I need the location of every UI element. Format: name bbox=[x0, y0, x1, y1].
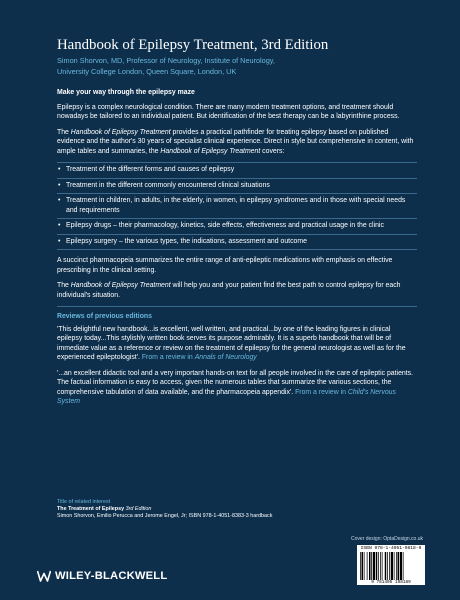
list-item bbox=[57, 235, 417, 251]
p2-mid: provides a practical pathfinder for treating epilepsy based on published evidence and the author's 30 years of specialist clinical experience. Direct in style but comprehensive in content, with ample tables and summaries, the bbox=[57, 128, 414, 155]
review-1-source-pre: From a review in bbox=[139, 354, 195, 361]
p2-title-1: Handbook of Epilepsy Treatment bbox=[70, 128, 171, 136]
p4-title: Handbook of Epilepsy Treatment bbox=[70, 282, 171, 289]
barcode-bar bbox=[387, 552, 388, 580]
review-2 bbox=[57, 369, 417, 407]
blurb-lead: Make your way through the epilepsy maze bbox=[57, 89, 195, 96]
barcode-bar bbox=[403, 552, 404, 580]
barcode-bar bbox=[382, 552, 383, 580]
bullet-icon: • bbox=[58, 166, 61, 173]
barcode-bar bbox=[371, 552, 372, 580]
barcode-bar bbox=[367, 552, 368, 580]
barcode-bar bbox=[376, 552, 378, 580]
review-1-journal: Annals of Neurology bbox=[194, 354, 257, 361]
barcode-bar bbox=[373, 552, 375, 580]
bullet-icon: • bbox=[58, 197, 61, 204]
blurb-paragraph-3: A succinct pharmacopeia summarizes the entire range of anti-epileptic medications with emphasis on effective prescribing in the clinical setting. bbox=[57, 257, 393, 274]
author-line-1: Simon Shorvon, MD, Professor of Neurology, Institute of Neurology, bbox=[57, 56, 275, 65]
barcode-bar bbox=[364, 552, 365, 580]
related-title-block bbox=[57, 499, 437, 521]
ean-text: 9 781405 198189 bbox=[371, 580, 411, 585]
wiley-w-icon bbox=[37, 570, 51, 582]
barcode-bar bbox=[385, 552, 387, 580]
barcode bbox=[357, 545, 425, 585]
list-item-text: Treatment in children, in adults, in the elderly, in women, in epilepsy syndromes and in those with special needs and requirements bbox=[66, 197, 406, 214]
list-item-text: Treatment in the different commonly encountered clinical situations bbox=[66, 181, 270, 189]
blurb-paragraph-2 bbox=[57, 128, 417, 157]
cover-design-credit: Cover design: OptaDesign.co.uk bbox=[351, 536, 423, 542]
review-1-text: 'This delightful new handbook...is excellent, well written, and practical...by one of the leading figures in clinical epilepsy today...This stylishly written book serves its purpose admirably. It is a superb handbook that will be of immediate value as a reference or review on the treatment of epilepsy for the general neurologist as well as for the experienced epileptologist'. bbox=[57, 325, 406, 361]
barcode-bar bbox=[360, 552, 361, 580]
review-2-journal: Child's Nervous System bbox=[57, 388, 396, 405]
reviews-heading: Reviews of previous editions bbox=[57, 306, 417, 322]
publisher-name: WILEY-BLACKWELL bbox=[55, 570, 168, 582]
barcode-bar bbox=[398, 552, 400, 580]
bullet-icon: • bbox=[58, 181, 61, 189]
review-1 bbox=[57, 325, 417, 363]
blurb-paragraph-1: Epilepsy is a complex neurological condition. There are many modern treatment options, and treatment should nowadays be tailored to an individual patient. But identification of the best therapy can be a labyrinthine process. bbox=[57, 103, 400, 120]
review-1-source bbox=[140, 354, 257, 361]
review-2-source-pre: From a review in bbox=[293, 388, 348, 396]
barcode-bar bbox=[369, 552, 371, 580]
list-item bbox=[57, 179, 417, 195]
list-item bbox=[57, 162, 417, 179]
related-authors: Simon Shorvon, Emilio Perucca and Jerome Engel, Jr; ISBN 978-1-4051-8383-3 hardback bbox=[57, 513, 273, 520]
barcode-bar bbox=[380, 552, 381, 580]
author-line-2: University College London, Queen Square, London, UK bbox=[57, 66, 237, 76]
review-2-text: '...an excellent didactic tool and a very important hands-on text for all people involved in the care of epileptic patients. The factual information is easy to access, given the numerous tables that summarize the various sections, the comprehensive tabulation of data available, and the pharmacopeia appendix'. bbox=[57, 369, 414, 396]
barcode-bar bbox=[394, 552, 395, 580]
p4-post: will help you and your patient find the best path to control epilepsy for each individual's situation. bbox=[57, 282, 401, 299]
barcode-bars bbox=[359, 552, 423, 580]
list-item bbox=[57, 194, 417, 219]
barcode-bar bbox=[400, 552, 402, 580]
barcode-bar bbox=[362, 552, 364, 580]
p2-pre: The bbox=[57, 128, 71, 136]
related-edition: 3rd Edition bbox=[124, 506, 152, 513]
barcode-bar bbox=[396, 552, 397, 580]
list-item bbox=[57, 219, 417, 235]
list-item-text: Epilepsy drugs – their pharmacology, kinetics, side effects, effectiveness and practical usage in the clinic bbox=[66, 222, 384, 229]
blurb-paragraph-4 bbox=[57, 281, 417, 300]
blurb bbox=[57, 88, 417, 413]
list-item-text: Treatment of the different forms and causes of epilepsy bbox=[66, 166, 235, 173]
book-title: Handbook of Epilepsy Treatment, 3rd Edition bbox=[57, 37, 329, 53]
p2-title-2: Handbook of Epilepsy Treatment bbox=[160, 147, 261, 155]
publisher-logo bbox=[37, 569, 167, 583]
related-title: The Treatment of Epilepsy bbox=[57, 506, 125, 513]
barcode-bar bbox=[389, 552, 390, 580]
p2-post: covers: bbox=[260, 147, 285, 155]
author-affiliation bbox=[57, 56, 417, 77]
related-label: Title of related interest bbox=[57, 499, 111, 505]
list-item-text: Epilepsy surgery – the various types, the indications, assessment and outcome bbox=[66, 237, 307, 245]
isbn-text: ISBN 978-1-4051-9818-9 bbox=[360, 546, 422, 551]
bullet-icon: • bbox=[58, 237, 61, 245]
bullet-icon: • bbox=[58, 222, 61, 229]
barcode-bar bbox=[378, 552, 379, 580]
related-title-line bbox=[57, 506, 437, 513]
p4-pre: The bbox=[57, 282, 71, 289]
coverage-list bbox=[57, 162, 417, 250]
barcode-bar bbox=[391, 552, 393, 580]
